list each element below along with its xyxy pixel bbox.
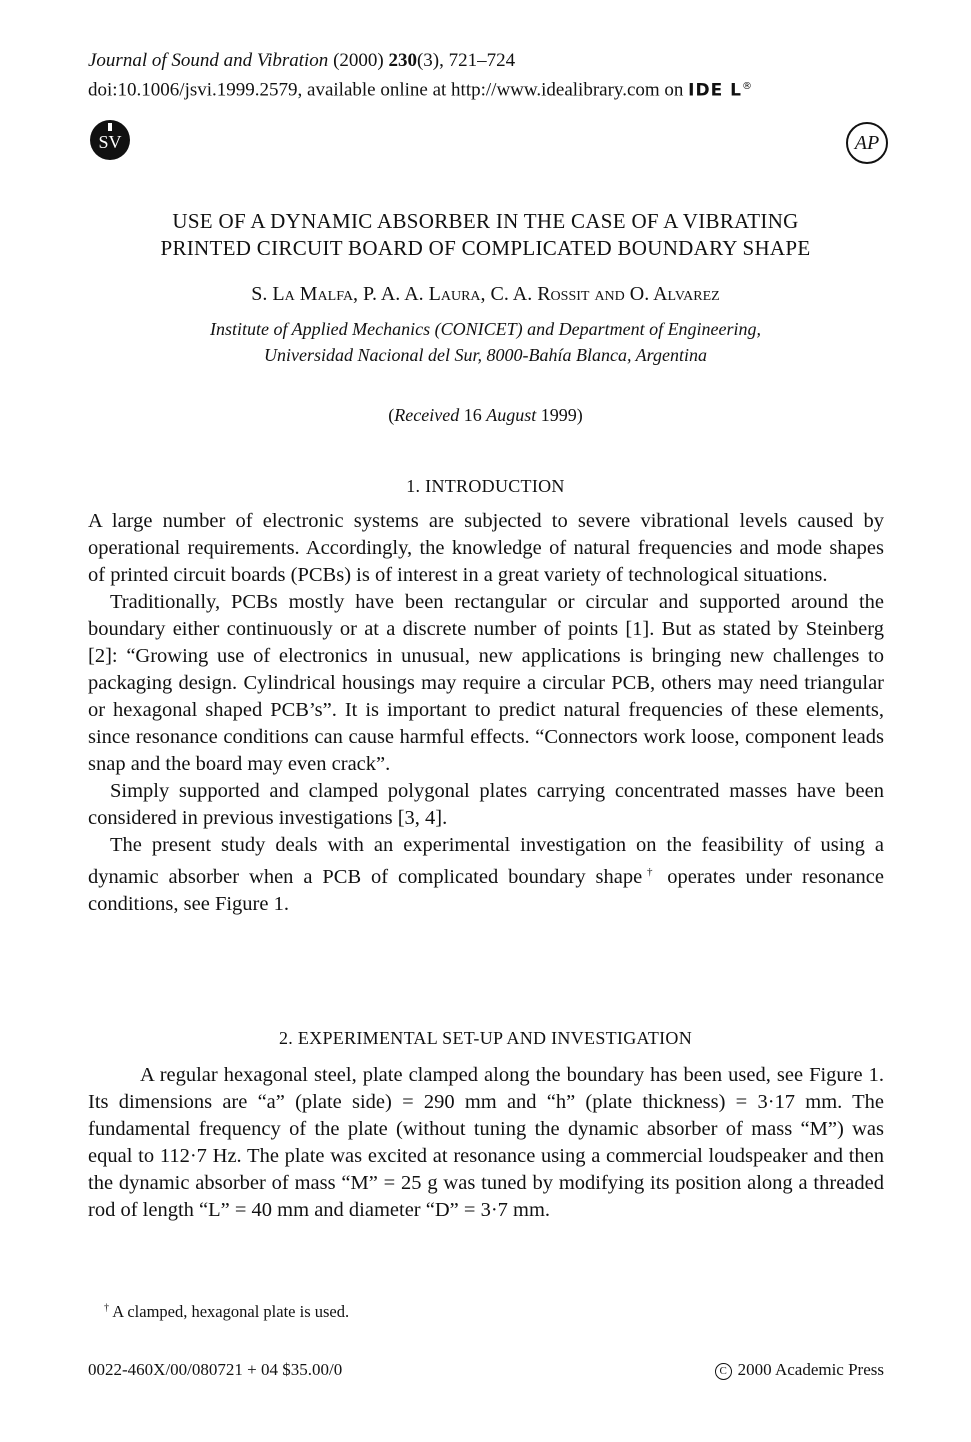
- paragraph: Traditionally, PCBs mostly have been rectangular or circular and supported around the boundary either continuously or at a discrete number of points [1]. But as stated by Steinberg [2]: “Growing use of electronics in unusual, new applications is bringing new challenges to packaging design. Cylindrical housings may require a circular PCB, others may need triangular or hexagonal shaped PCB’s”. It is important to predict natural frequencies of these elements, since resonance conditions can cause harmful effects. “Connectors work loose, component leads snap and the board may even crack”.: [88, 591, 884, 775]
- sv-logo-text: SV: [98, 132, 122, 152]
- footnote-reference: †: [642, 866, 658, 878]
- paragraph: The present study deals with an experimental investigation on the feasibility of using a dynamic absorber when a PCB of complicated boundary shape† operates under resonance conditions, see Figure 1.: [88, 834, 884, 915]
- copyright-text: 2000 Academic Press: [737, 1360, 884, 1379]
- footnote: [104, 1302, 349, 1322]
- copyright-icon: C: [715, 1363, 732, 1380]
- article-title: [60, 208, 911, 262]
- footnote-mark: †: [104, 1302, 109, 1314]
- footnote-text: A clamped, hexagonal plate is used.: [112, 1302, 350, 1321]
- section-heading-introduction: 1. INTRODUCTION: [406, 476, 565, 496]
- doi-text: doi:10.1006/jsvi.1999.2579, available online at http://www.idealibrary.com on: [88, 79, 684, 101]
- sv-publisher-logo: [90, 120, 130, 160]
- received-date: (Received 16 August 1999): [388, 405, 583, 425]
- ap-publisher-logo: [846, 122, 888, 164]
- paragraph: A large number of electronic systems are subjected to severe vibrational levels caused by operational requirements. Accordingly, the knowledge of natural frequencies and mode shapes of printed circuit boards (PCBs) is of interest in a great variety of technological situations.: [88, 510, 884, 586]
- citation-line: [88, 48, 753, 74]
- affiliation-line-1: Institute of Applied Mechanics (CONICET) and Department of Engineering,: [209, 319, 762, 339]
- doi-line: [88, 74, 753, 104]
- paragraph: Simply supported and clamped polygonal plates carrying concentrated masses have been considered in previous investigations [3, 4].: [88, 780, 884, 829]
- setup-body: [88, 1062, 884, 1224]
- copyright-notice: [600, 1360, 884, 1380]
- paragraph: A regular hexagonal steel, plate clamped along the boundary has been used, see Figure 1. Its dimensions are “a” (plate side) = 290 mm and “h” (plate thickness) = 3·17 mm. The fundamental frequency of the plate (without tuning the dynamic absorber of mass “M”) was equal to 112·7 Hz. The plate was excited at resonance using a commercial loudspeaker and then the dynamic absorber of mass “M” = 25 g was tuned by modifying its position along a threaded rod of length “L” = 40 mm and diameter “D” = 3·7 mm.: [88, 1064, 884, 1221]
- affiliation-line-2: Universidad Nacional del Sur, 8000-Bahía Blanca, Argentina: [264, 345, 707, 365]
- journal-name: Journal of Sound and Vibration: [88, 50, 329, 71]
- title-line-2: PRINTED CIRCUIT BOARD OF COMPLICATED BOUNDARY SHAPE: [160, 236, 811, 260]
- ideal-logo: IDE L®: [688, 80, 753, 101]
- ap-logo-text: AP: [854, 132, 880, 154]
- article-code: 0022-460X/00/080721 + 04 $35.00/0: [88, 1360, 343, 1379]
- journal-year: (2000): [333, 50, 384, 71]
- article-authors: S. La Malfa, P. A. A. Laura, C. A. Rossit and O. Alvarez: [251, 283, 720, 305]
- journal-issue-pages: (3), 721–724: [416, 50, 516, 71]
- title-line-1: USE OF A DYNAMIC ABSORBER IN THE CASE OF A VIBRATING: [172, 209, 799, 233]
- introduction-body: [88, 508, 884, 918]
- section-heading-setup: 2. EXPERIMENTAL SET-UP AND INVESTIGATION: [278, 1028, 693, 1048]
- journal-volume: 230: [388, 50, 417, 71]
- journal-header: [88, 48, 753, 104]
- author-affiliation: [60, 316, 911, 368]
- sv-logo-dot: [108, 123, 112, 131]
